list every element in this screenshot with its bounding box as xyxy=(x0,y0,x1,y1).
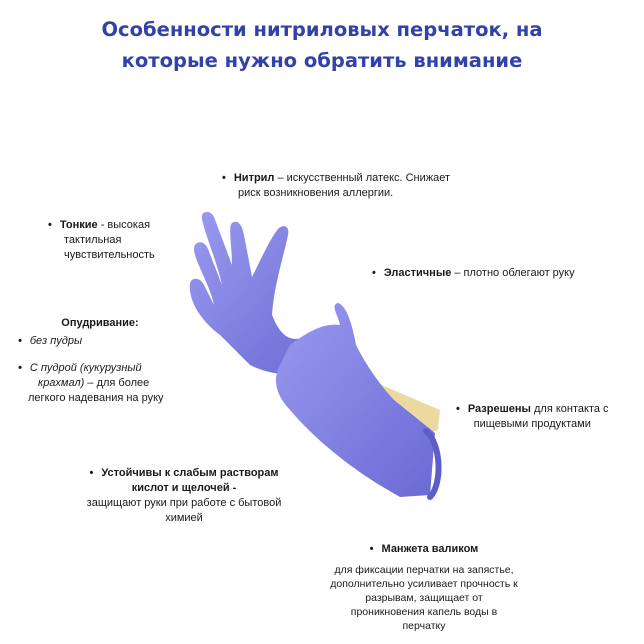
feature-powder-item-2-part-2: крахмал) – xyxy=(38,377,97,389)
feature-powder-item-1: • без пудры xyxy=(10,334,190,349)
feature-elastic xyxy=(372,266,575,281)
feature-cuff-text-2: дополнительно усиливает прочность к xyxy=(330,578,518,590)
feature-resistant-heading-2: кислот и щелочей - xyxy=(131,482,237,494)
feature-approved-text-1: для контакта с xyxy=(530,403,609,415)
feature-thin-text-2: тактильная xyxy=(64,234,122,246)
feature-cuff-text-3: разрывам, защищает от xyxy=(365,592,483,604)
feature-powder-heading: Опудривание: xyxy=(61,317,139,329)
feature-thin-text-3: чувствительность xyxy=(64,249,155,261)
feature-cuff-heading: Манжета валиком xyxy=(381,543,479,555)
feature-cuff-text-4: проникновения капель воды в xyxy=(350,606,498,618)
feature-nitrile-text-2: риск возникновения аллергии. xyxy=(238,187,394,199)
page-title-line-2: которые нужно обратить внимание xyxy=(121,49,523,72)
feature-resistant-text-2: химией xyxy=(165,512,203,524)
feature-powder-item-2: • С пудрой (кукурузный xyxy=(10,361,190,376)
feature-cuff-text-5: перчатку xyxy=(402,620,446,632)
feature-approved xyxy=(456,402,609,432)
feature-resistant-heading-1: Устойчивы к слабым растворам xyxy=(101,467,279,479)
feature-powder xyxy=(10,316,190,406)
feature-cuff xyxy=(318,542,530,633)
feature-elastic-heading: Эластичные xyxy=(383,267,452,279)
feature-thin-text-1: - высокая xyxy=(97,219,151,231)
feature-thin-heading: Тонкие xyxy=(59,219,98,231)
feature-nitrile-heading: Нитрил xyxy=(233,172,275,184)
feature-approved-text-2: пищевыми продуктами xyxy=(473,418,591,430)
feature-elastic-text-1: – плотно облегают руку xyxy=(451,267,575,279)
feature-cuff-text-1: для фиксации перчатки на запястье, xyxy=(334,564,514,576)
feature-approved-heading: Разрешены xyxy=(467,403,531,415)
page-title-line-1: Особенности нитриловых перчаток, на xyxy=(101,18,543,41)
feature-resistant xyxy=(74,466,294,526)
feature-thin xyxy=(48,218,155,263)
page-title xyxy=(0,14,644,76)
feature-powder-item-2-part-4: легкого надевания на руку xyxy=(28,392,164,404)
gloves-illustration xyxy=(180,205,450,505)
feature-nitrile-text-1: – искусственный латекс. Снижает xyxy=(274,172,451,184)
feature-powder-item-2-part-3: для более xyxy=(96,377,150,389)
feature-resistant-text-1: защищают руки при работе с бытовой xyxy=(86,497,282,509)
feature-nitrile xyxy=(222,171,450,201)
